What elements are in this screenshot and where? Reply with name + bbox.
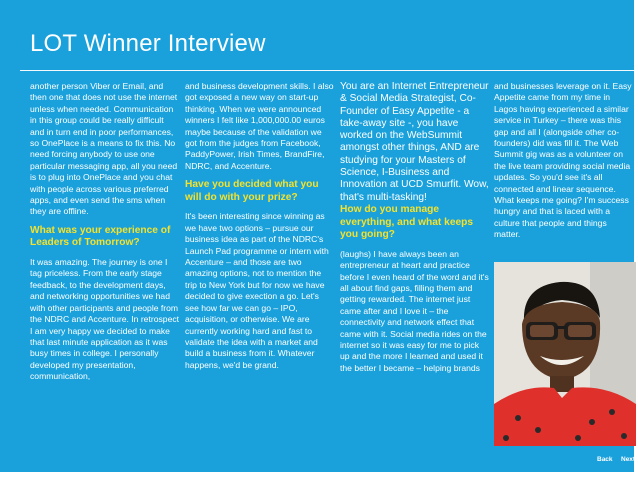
col4-paragraph-1: and businesses leverage on it. Easy Appetite came from my time in Lagos having experienced a similar service in Turkey – there was this gap and all I (alongside other co-founders) did was fill it. The Web Summit gig was as a volunteer on the live team providing social media updates. So you'd see it's all connected and linear sequence. What keeps me going? I'm success hungry and that is laced with a culture that people and things matter.: [494, 81, 632, 240]
column-1: [30, 81, 180, 383]
interviewee-photo: [494, 262, 636, 446]
col2-question-1: Have you decided what you will do with your prize?: [185, 179, 319, 203]
col3-lead-question: You are an Internet Entrepreneur & Social Media Strategist, Co-Founder of Easy Appetite - a take-away site -, you have worked on the WebSummit amongst other things, AND are studying for your Masters of Science, I-Business and Innovation at UCD Smurfit. Wow, that's multi-tasking!: [340, 81, 489, 203]
col1-paragraph-2: It was amazing. The journey is one I tag priceless. From the early stage feedback, to the development days, and networking opportunities we had with other participants and people from the NDRC and Accenture. In retrospect I am very happy we decided to make that last minute application as it was busy times in college. I personally developed my presentation, communication,: [30, 257, 180, 382]
col2-paragraph-2: It's been interesting since winning as we have two options – pursue our business idea as part of the NDRC's Launch Pad programme or intern with Accenture – and those are two amazing options, not to mention the trip to New York but for now we have decided to give exection a go. Let's see how far we can go – IPO, acquisition, or otherwise. We are currently working hard and fast to validate the idea with a market and build a business from it. Whatever happens, we'd be grand.: [185, 211, 329, 370]
col2-paragraph-1: and business development skills. I also got exposed a new way on start-up thinking. When we were announced winners I felt like 1,000,000.00 euros maybe because of the validation we got from the judges from Facebook, PaddyPower, Irish Times, BrandFire, NDRC, and Accenture.: [185, 81, 334, 171]
column-4: [494, 81, 632, 241]
col3-paragraph-1: (laughs) I have always been an entrepreneur at heart and practice before I even heard of the word and it's all about find gaps, filling them and getting rewarded. The internet just came after and I love it – the connectivity and network effect that came with it. Social media rides on the internet so it was easy for me to pick up and the more I learned and used it the better I became – helping brands: [340, 248, 489, 373]
column-2: [185, 81, 335, 371]
portrait-illustration: [494, 262, 636, 446]
col1-paragraph-1: another person Viber or Email, and then one that does not use the internet unless when needed. Communication in this group could be really difficult and in turn end in poor performances, so OnePlace is a means to fix this. No need forcing anybody to use one particular messaging app, all you need is to plug into OnePlace and you chat with people across various preferred apps, and even send the sms when they are offline.: [30, 81, 178, 217]
col1-question-1: What was your experience of Leaders of Tomorrow?: [30, 224, 171, 249]
column-3: [340, 81, 490, 374]
title-divider: [20, 70, 634, 71]
back-link[interactable]: Back: [597, 456, 613, 463]
next-link[interactable]: Next: [621, 456, 636, 463]
page-title: LOT Winner Interview: [30, 30, 266, 57]
col3-question-1: How do you manage everything, and what keeps you going?: [340, 203, 474, 241]
